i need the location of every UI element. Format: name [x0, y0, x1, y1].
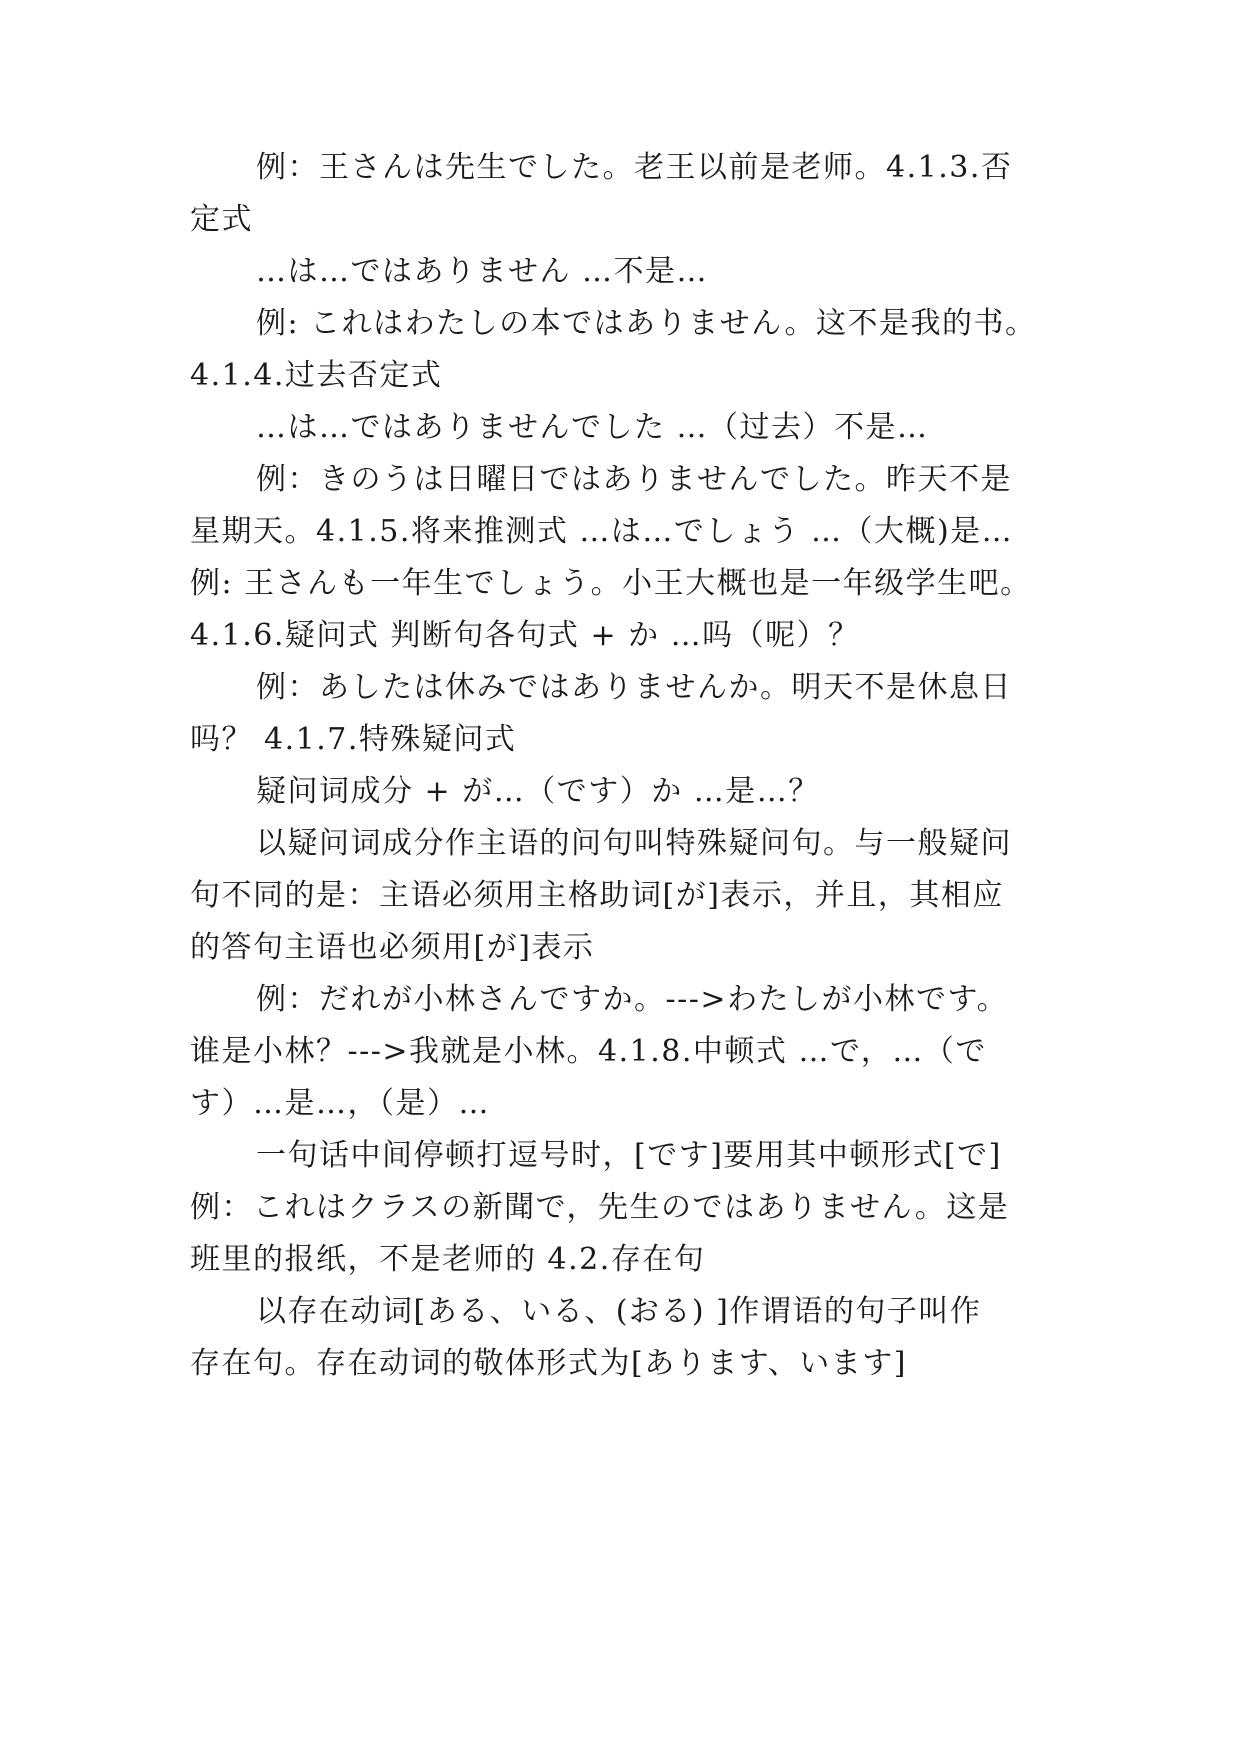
text-line: 4.1.4.过去否定式: [190, 358, 443, 393]
text-line: 吗？ 4.1.7.特殊疑问式: [190, 722, 517, 757]
text-line: 例：あしたは休みではありませんか。明天不是休息日: [256, 670, 1012, 705]
text-line: 一句话中间停顿打逗号时，[です]要用其中顿形式[で]: [256, 1138, 1002, 1173]
text-line: す）…是…，（是）…: [190, 1086, 490, 1121]
text-line: 疑问词成分 + が…（です）か …是…？: [256, 774, 820, 809]
text-line: 星期天。4.1.5.将来推测式 …は…でしょう …（大概)是…: [190, 514, 1014, 549]
text-line: 定式: [190, 202, 253, 237]
text-line: 班里的报纸，不是老师的 4.2.存在句: [190, 1242, 706, 1277]
text-line: 例：だれが小林さんですか。--->わたしが小林です。: [256, 982, 1009, 1017]
text-line: 例: これはわたしの本ではありません。这不是我的书。: [256, 306, 1037, 341]
text-line: 存在句。存在动词的敬体形式为[あります、います]: [190, 1346, 908, 1381]
text-line: 例: 王さんも一年生でしょう。小王大概也是一年级学生吧。: [190, 566, 1032, 601]
text-line: 句不同的是：主语必须用主格助词[が]表示，并且，其相应: [190, 878, 1004, 913]
text-line: …は…ではありません …不是…: [256, 254, 709, 289]
text-line: 4.1.6.疑问式 判断句各句式 + か …吗（呢）？: [190, 618, 860, 653]
text-line: …は…ではありませんでした …（过去）不是…: [256, 410, 929, 445]
text-line: 例：これはクラスの新聞で，先生のではありません。这是: [190, 1190, 1010, 1225]
text-line: 例：きのうは日曜日ではありませんでした。昨天不是: [256, 462, 1012, 497]
text-line: 谁是小林？--->我就是小林。4.1.8.中顿式 …で，…（で: [190, 1034, 987, 1069]
text-line: 以存在动词[ある、いる、(おる) ]作谓语的句子叫作: [256, 1294, 982, 1329]
text-line: 的答句主语也必须用[が]表示: [190, 930, 595, 965]
text-line: 例：王さんは先生でした。老王以前是老师。4.1.3.否: [256, 150, 1013, 185]
text-line: 以疑问词成分作主语的问句叫特殊疑问句。与一般疑问: [256, 826, 1012, 861]
